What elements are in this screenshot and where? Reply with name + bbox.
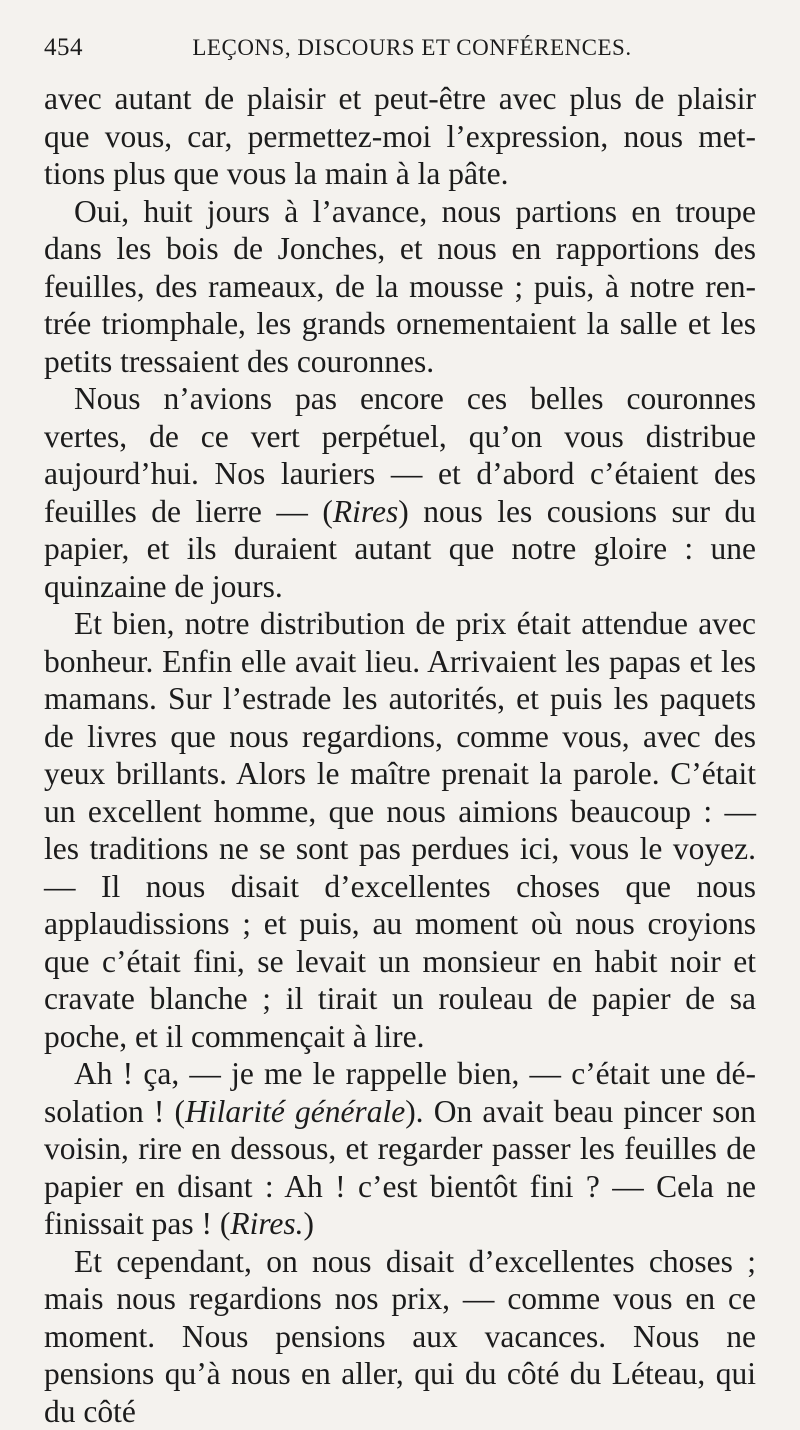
paragraph: [44, 1055, 756, 1243]
paragraph: [44, 1243, 756, 1430]
text-segment: Nous n’avions pas encore ces belles couronnes vertes, de ce vert perpétuel, qu’on vous distribue aujourd’hui. Nos lauriers — et d’abord c’étaient des feuilles de lierre — (: [44, 381, 756, 529]
page-header: [44, 34, 756, 80]
paragraph: [44, 605, 756, 1055]
page-number: 454: [44, 34, 164, 62]
text-segment: avec autant de plaisir et peut-être avec plus de plaisir que vous, car, permettez-moi l’expression, nous mettions plus que vous la main à la pâte.: [44, 81, 756, 191]
running-title: LEÇONS, DISCOURS ET CONFÉRENCES.: [164, 35, 756, 61]
text-segment: Oui, huit jours à l’avance, nous partions en troupe dans les bois de Jonches, et nous en rapportions des feuilles, des rameaux, de la mousse ; puis, à notre rentrée triomphale, les grands ornementaient la salle et les petits tressaient des couronnes.: [44, 194, 756, 379]
text-segment: ) nous les cousions sur du papier, et ils duraient autant que notre gloire : une quinzaine de jours.: [44, 494, 756, 604]
body-text: [44, 80, 756, 1430]
paragraph: [44, 380, 756, 605]
stage-direction: Rires: [333, 494, 398, 529]
text-segment: Ah ! ça, — je me le rappelle bien, — c’était une désolation ! (: [44, 1056, 756, 1129]
text-segment: Et cependant, on nous disait d’excellentes choses ; mais nous regardions nos prix, — comme vous en ce moment. Nous pensions aux vacances. Nous ne pensions qu’à nous en aller, qui du côté du Léteau, qui du côté: [44, 1244, 756, 1429]
text-segment: ). On avait beau pincer son voisin, rire en dessous, et regarder passer les feuilles de papier en disant : Ah ! c’est bientôt fini ? — Cela ne finissait pas ! (: [44, 1094, 756, 1242]
stage-direction: Hilarité générale: [185, 1094, 405, 1129]
text-segment: Et bien, notre distribution de prix était attendue avec bonheur. Enfin elle avait lieu. Arrivaient les papas et les mamans. Sur l’estrade les autorités, et puis les paquets de livres que nous regardions, comme vous, avec des yeux brillants. Alors le maître prenait la parole. C’était un excellent homme, que nous aimions beaucoup : — les traditions ne se sont pas perdues ici, vous le voyez. — Il nous disait d’excellentes choses que nous applaudissions ; et puis, au moment où nous croyions que c’était fini, se levait un monsieur en habit noir et cravate blanche ; il tirait un rouleau de papier de sa poche, et il commençait à lire.: [44, 606, 756, 1054]
stage-direction: Rires.: [230, 1206, 303, 1241]
text-segment: ): [304, 1206, 315, 1241]
paragraph: [44, 193, 756, 381]
paragraph: [44, 80, 756, 193]
